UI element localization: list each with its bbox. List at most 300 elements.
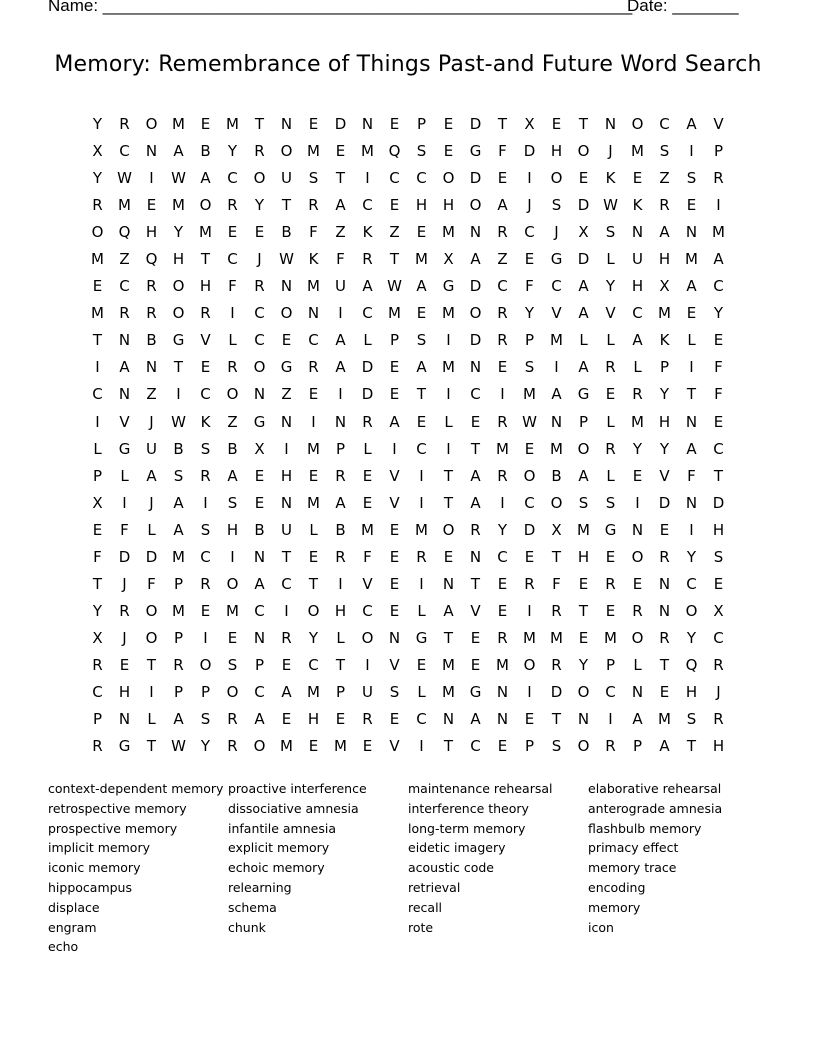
grid-letter: I (689, 358, 694, 377)
grid-letter: O (226, 574, 239, 593)
grid-letter: E (281, 331, 292, 350)
word-item: engram (48, 919, 97, 935)
grid-letter: E (200, 601, 211, 620)
word-item: displace (48, 899, 100, 915)
grid-letter: G (577, 385, 590, 404)
grid-letter: C (524, 493, 535, 512)
word-item: rote (408, 919, 434, 935)
grid-letter: L (687, 331, 696, 350)
grid-letter: N (496, 683, 509, 701)
grid-letter: T (659, 655, 670, 674)
grid-letter: I (527, 169, 532, 188)
grid-letter: O (145, 115, 158, 134)
grid-letter: R (119, 601, 130, 620)
grid-letter: P (92, 710, 103, 729)
grid-letter: S (578, 493, 589, 512)
grid-letter: O (469, 304, 482, 323)
grid-letter: W (522, 412, 537, 431)
grid-letter: R (497, 331, 508, 350)
grid-letter: C (713, 439, 724, 458)
grid-letter: C (497, 277, 508, 296)
word-item: chunk (228, 919, 266, 935)
word-column (48, 779, 228, 957)
grid-letter: T (146, 737, 157, 756)
grid-letter: N (631, 223, 644, 242)
grid-letter: B (173, 439, 184, 458)
grid-letter: N (145, 358, 158, 377)
grid-letter: Z (335, 223, 346, 242)
word-item: proactive interference (228, 781, 367, 796)
grid-letter: C (416, 439, 427, 458)
grid-letter: P (173, 628, 184, 647)
grid-letter: R (605, 737, 616, 756)
grid-letter: Y (173, 223, 184, 242)
word-item: context-dependent memory (48, 781, 224, 796)
grid-letter: A (470, 250, 481, 269)
grid-letter: X (92, 628, 103, 647)
grid-letter: W (603, 196, 618, 215)
grid-letter: C (254, 331, 265, 350)
grid-letter: A (443, 601, 454, 620)
grid-letter: D (469, 169, 482, 188)
word-bank (48, 779, 768, 957)
grid-letter: Y (92, 601, 103, 620)
grid-letter: A (389, 412, 400, 431)
grid-letter: O (523, 466, 536, 485)
grid-letter: A (173, 710, 184, 729)
grid-letter: E (308, 466, 319, 485)
grid-letter: J (608, 142, 613, 161)
grid-letter: S (200, 520, 211, 539)
grid-letter: P (389, 331, 400, 350)
grid-letter: M (226, 115, 239, 134)
grid-letter: S (308, 169, 319, 188)
grid-letter: G (172, 331, 185, 350)
grid-letter: C (713, 628, 724, 647)
grid-letter: E (524, 710, 535, 729)
grid-letter: R (92, 737, 103, 756)
grid-letter: Q (685, 655, 698, 674)
grid-letter: S (173, 466, 184, 485)
grid-letter: T (335, 169, 346, 188)
grid-letter: V (119, 412, 130, 431)
grid-letter: N (361, 115, 374, 134)
grid-letter: R (362, 710, 373, 729)
grid-letter: M (496, 655, 509, 674)
grid-letter: G (469, 142, 482, 161)
grid-letter: H (334, 601, 347, 620)
grid-letter: Q (145, 250, 158, 269)
grid-letter: L (579, 331, 588, 350)
grid-letter: Z (146, 385, 157, 404)
grid-letter: R (227, 710, 238, 729)
grid-letter: H (280, 466, 293, 485)
grid-letter: I (419, 493, 424, 512)
grid-letter: E (200, 115, 211, 134)
word-item: dissociative amnesia (228, 800, 359, 816)
grid-letter: T (92, 331, 103, 350)
grid-letter: C (254, 304, 265, 323)
grid-letter: V (659, 466, 670, 485)
grid-letter: E (389, 601, 400, 620)
grid-letter: R (281, 628, 292, 647)
grid-letter: M (334, 737, 347, 756)
grid-letter: Z (119, 250, 130, 269)
grid-letter: C (308, 655, 319, 674)
grid-letter: K (308, 250, 319, 269)
grid-letter: V (470, 601, 481, 620)
grid-letter: M (550, 628, 563, 647)
grid-letter: O (523, 655, 536, 674)
grid-letter: E (713, 574, 724, 593)
grid-letter: H (658, 412, 671, 431)
grid-letter: M (307, 683, 320, 701)
grid-letter: O (469, 196, 482, 215)
grid-letter: H (145, 223, 158, 242)
grid-letter: I (230, 304, 235, 323)
grid-letter: W (171, 169, 186, 188)
grid-letter: M (280, 737, 293, 756)
grid-letter: K (632, 196, 643, 215)
grid-letter: T (416, 385, 427, 404)
grid-letter: E (632, 574, 643, 593)
grid-letter: O (442, 169, 455, 188)
grid-letter: K (200, 412, 211, 431)
grid-letter: M (496, 439, 509, 458)
grid-letter: T (686, 737, 697, 756)
grid-letter: E (335, 142, 346, 161)
grid-letter: E (551, 115, 562, 134)
grid-letter: A (362, 277, 373, 296)
grid-letter: E (470, 412, 481, 431)
grid-letter: S (200, 439, 211, 458)
grid-letter: G (442, 277, 455, 296)
grid-letter: Z (659, 169, 670, 188)
grid-letter: T (578, 115, 589, 134)
grid-letter: N (496, 710, 509, 729)
grid-letter: E (524, 439, 535, 458)
word-item: echoic memory (228, 860, 325, 876)
grid-letter: N (631, 520, 644, 539)
grid-letter: R (362, 250, 373, 269)
word-column (588, 779, 768, 957)
grid-letter: D (469, 331, 482, 350)
grid-letter: E (497, 574, 508, 593)
grid-letter: O (226, 385, 239, 404)
grid-letter: O (172, 277, 185, 296)
grid-letter: E (416, 412, 427, 431)
grid-letter: T (146, 655, 157, 674)
grid-letter: M (442, 683, 455, 701)
grid-letter: I (608, 710, 613, 729)
grid-letter: F (498, 142, 507, 161)
grid-letter: R (254, 277, 265, 296)
grid-letter: O (442, 520, 455, 539)
grid-letter: V (389, 655, 400, 674)
grid-letter: E (335, 710, 346, 729)
grid-letter: O (577, 439, 590, 458)
grid-letter: I (419, 466, 424, 485)
grid-letter: I (338, 304, 343, 323)
grid-letter: E (497, 169, 508, 188)
grid-letter: N (469, 358, 482, 377)
grid-letter: I (446, 439, 451, 458)
grid-letter: M (388, 304, 401, 323)
grid-letter: F (552, 574, 561, 593)
grid-letter: E (146, 196, 157, 215)
grid-letter: R (200, 574, 211, 593)
grid-letter: E (119, 655, 130, 674)
grid-letter: R (200, 466, 211, 485)
grid-letter: B (281, 223, 292, 242)
grid-letter: T (92, 574, 103, 593)
grid-letter: E (227, 628, 238, 647)
grid-letter: W (171, 737, 186, 756)
grid-letter: U (362, 683, 373, 701)
grid-letter: I (689, 520, 694, 539)
grid-letter: Q (388, 142, 401, 161)
grid-letter: R (632, 601, 643, 620)
grid-letter: P (416, 115, 427, 134)
grid-letter: E (389, 520, 400, 539)
grid-letter: J (149, 412, 154, 431)
grid-letter: R (146, 277, 157, 296)
grid-letter: E (362, 737, 373, 756)
grid-letter: R (92, 655, 103, 674)
grid-letter: M (172, 547, 185, 566)
grid-letter: I (203, 493, 208, 512)
grid-letter: C (470, 737, 481, 756)
grid-letter: N (145, 142, 158, 161)
grid-letter: I (392, 439, 397, 458)
grid-letter: M (604, 628, 617, 647)
grid-letter: N (604, 115, 617, 134)
grid-letter: T (470, 574, 481, 593)
grid-letter: E (200, 358, 211, 377)
grid-letter: O (253, 358, 266, 377)
grid-letter: O (280, 304, 293, 323)
grid-letter: L (417, 683, 426, 701)
grid-letter: P (659, 358, 670, 377)
word-item: maintenance rehearsal (408, 781, 553, 796)
grid-letter: E (308, 115, 319, 134)
grid-letter: A (632, 710, 643, 729)
grid-letter: D (712, 493, 725, 512)
grid-letter: H (172, 250, 185, 269)
grid-letter: R (119, 115, 130, 134)
grid-letter: M (199, 223, 212, 242)
word-item: prospective memory (48, 820, 178, 836)
grid-letter: I (284, 601, 289, 620)
grid-letter: R (497, 223, 508, 242)
grid-letter: F (309, 223, 318, 242)
grid-letter: O (145, 628, 158, 647)
grid-letter: E (632, 169, 643, 188)
grid-letter: F (525, 277, 534, 296)
grid-letter: C (254, 683, 265, 701)
grid-letter: B (335, 520, 346, 539)
grid-letter: C (713, 277, 724, 296)
grid-letter: A (686, 115, 697, 134)
grid-letter: A (470, 710, 481, 729)
grid-letter: O (91, 223, 104, 242)
grid-letter: R (146, 304, 157, 323)
grid-letter: W (279, 250, 294, 269)
word-item: encoding (588, 879, 646, 895)
grid-letter: R (254, 142, 265, 161)
grid-letter: H (550, 142, 563, 161)
grid-letter: A (659, 737, 670, 756)
grid-letter: M (442, 304, 455, 323)
grid-letter: D (577, 250, 590, 269)
grid-letter: M (523, 385, 536, 404)
grid-letter: E (308, 385, 319, 404)
grid-letter: W (117, 169, 132, 188)
grid-letter: S (416, 142, 427, 161)
grid-letter: C (416, 169, 427, 188)
grid-letter: H (226, 520, 239, 539)
grid-letter: S (659, 142, 670, 161)
grid-letter: N (307, 304, 320, 323)
grid-letter: F (363, 547, 372, 566)
grid-letter: E (713, 331, 724, 350)
grid-letter: C (92, 385, 103, 404)
grid-letter: L (633, 655, 642, 674)
grid-letter: P (335, 439, 346, 458)
grid-letter: E (497, 601, 508, 620)
grid-letter: E (578, 169, 589, 188)
grid-letter: L (363, 439, 372, 458)
grid-letter: N (280, 412, 293, 431)
grid-letter: S (605, 493, 616, 512)
grid-letter: R (632, 385, 643, 404)
grid-letter: L (363, 331, 372, 350)
grid-letter: Y (659, 385, 670, 404)
grid-letter: A (335, 358, 346, 377)
word-item: eidetic imagery (408, 840, 506, 856)
grid-letter: V (389, 493, 400, 512)
grid-letter: E (416, 655, 427, 674)
word-item: icon (588, 919, 614, 935)
grid-letter: F (714, 385, 723, 404)
grid-letter: I (338, 385, 343, 404)
grid-letter: X (92, 493, 103, 512)
grid-letter: E (578, 628, 589, 647)
grid-letter: T (443, 466, 454, 485)
grid-letter: F (120, 520, 129, 539)
grid-letter: D (523, 142, 536, 161)
grid-letter: A (416, 358, 427, 377)
grid-letter: H (658, 250, 671, 269)
word-column (408, 779, 588, 957)
grid-letter: M (415, 520, 428, 539)
grid-letter: X (524, 115, 535, 134)
grid-letter: X (713, 601, 724, 620)
grid-letter: R (605, 574, 616, 593)
grid-letter: V (389, 737, 400, 756)
grid-letter: R (227, 358, 238, 377)
word-item: interference theory (408, 800, 529, 816)
grid-letter: J (716, 683, 721, 701)
grid-letter: I (365, 655, 370, 674)
word-item: long-term memory (408, 820, 526, 836)
grid-letter: I (446, 331, 451, 350)
grid-letter: R (119, 304, 130, 323)
grid-letter: S (686, 169, 697, 188)
grid-letter: C (524, 223, 535, 242)
grid-letter: G (118, 737, 131, 756)
grid-letter: G (415, 628, 428, 647)
grid-letter: R (335, 466, 346, 485)
grid-letter: I (95, 412, 100, 431)
grid-letter: C (92, 683, 103, 701)
grid-letter: T (713, 466, 724, 485)
grid-letter: E (389, 385, 400, 404)
grid-letter: E (605, 547, 616, 566)
grid-letter: E (281, 655, 292, 674)
grid-letter: R (497, 304, 508, 323)
grid-letter: F (714, 358, 723, 377)
grid-letter: T (551, 547, 562, 566)
grid-letter: R (92, 196, 103, 215)
grid-letter: E (659, 520, 670, 539)
grid-letter: R (173, 655, 184, 674)
grid-letter: A (551, 385, 562, 404)
grid-letter: M (658, 710, 671, 729)
grid-letter: L (417, 601, 426, 620)
grid-letter: M (712, 223, 725, 242)
grid-letter: T (551, 710, 562, 729)
grid-letter: P (335, 683, 346, 701)
grid-letter: R (551, 655, 562, 674)
grid-letter: R (227, 196, 238, 215)
grid-letter: N (118, 385, 131, 404)
grid-letter: H (685, 683, 698, 701)
grid-letter: N (685, 223, 698, 242)
grid-letter: A (335, 331, 346, 350)
grid-letter: P (254, 655, 265, 674)
grid-letter: H (577, 547, 590, 566)
grid-letter: D (334, 115, 347, 134)
grid-letter: Y (578, 655, 589, 674)
word-item: memory trace (588, 860, 677, 876)
grid-letter: F (147, 574, 156, 593)
grid-letter: R (497, 628, 508, 647)
grid-letter: A (119, 358, 130, 377)
grid-letter: T (443, 493, 454, 512)
grid-letter: S (551, 196, 562, 215)
grid-letter: P (524, 331, 535, 350)
grid-letter: B (227, 439, 238, 458)
grid-letter: K (605, 169, 616, 188)
grid-letter: B (200, 142, 211, 161)
grid-letter: N (550, 412, 563, 431)
grid-letter: I (230, 547, 235, 566)
grid-letter: M (172, 196, 185, 215)
grid-letter: M (307, 493, 320, 512)
grid-letter: M (172, 115, 185, 134)
grid-letter: T (308, 574, 319, 593)
grid-letter: A (335, 493, 346, 512)
grid-letter: X (659, 277, 670, 296)
grid-letter: P (173, 683, 184, 701)
grid-letter: L (93, 439, 102, 458)
grid-letter: C (119, 142, 130, 161)
grid-letter: E (632, 466, 643, 485)
grid-letter: A (497, 196, 508, 215)
grid-letter: O (685, 601, 698, 620)
grid-letter: A (470, 466, 481, 485)
